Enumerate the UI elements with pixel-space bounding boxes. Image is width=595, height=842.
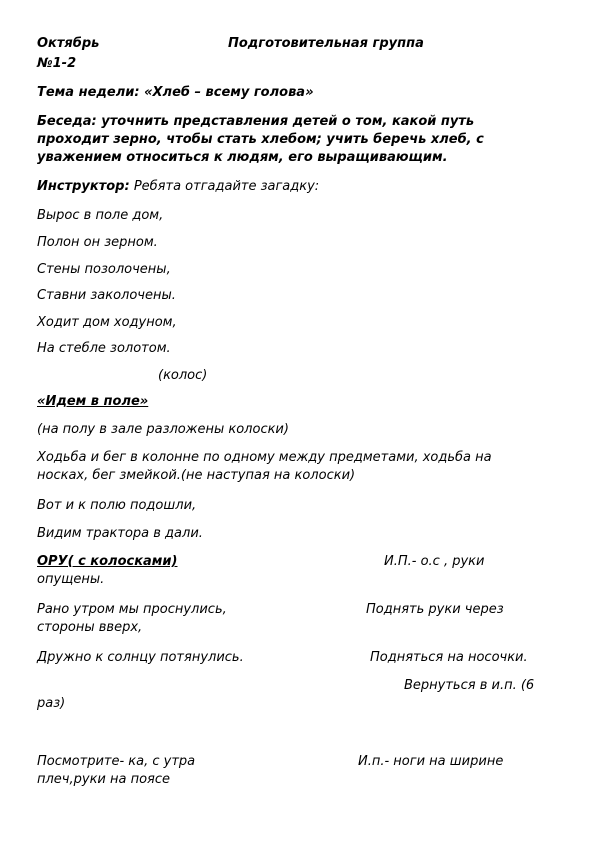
exercise-instruction: Поднять руки через (366, 602, 504, 617)
talk-line-1: Беседа: уточнить представления детей о том, какой путь (37, 114, 475, 129)
exercise-instruction-cont: стороны вверх, (37, 620, 143, 635)
riddle-line: Ходит дом ходуном, (37, 315, 177, 330)
riddle-line: На стебле золотом. (37, 341, 171, 356)
walking-line-2: носках, бег змейкой.(не наступая на колоски) (37, 468, 356, 483)
oru-title: ОРУ( с колосками) (37, 554, 178, 569)
oru-start-position-cont: опущены. (37, 572, 105, 587)
section-title: «Идем в поле» (37, 394, 149, 409)
setup-note: (на полу в зале разложены колоски) (37, 422, 289, 437)
riddle-line: Стены позолочены, (37, 262, 171, 277)
exercise-instruction-cont: раз) (37, 696, 66, 711)
exercise-instruction: Вернуться в и.п. (6 (404, 678, 535, 693)
exercise-instruction: Подняться на носочки. (370, 650, 528, 665)
instructor-label: Инструктор: (37, 179, 130, 194)
week-theme: Тема недели: «Хлеб – всему голова» (37, 85, 314, 100)
instructor-text: Ребята отгадайте загадку: (129, 179, 320, 194)
verse-line: Вот и к полю подошли, (37, 498, 197, 513)
walking-line-1: Ходьба и бег в колонне по одному между предметами, ходьба на (37, 450, 492, 465)
header-group: Подготовительная группа (228, 36, 424, 51)
riddle-line: Вырос в поле дом, (37, 208, 164, 223)
talk-line-3: уважением относиться к людям, его выращивающим. (37, 150, 448, 165)
exercise-verse: Рано утром мы проснулись, (37, 602, 227, 617)
oru-start-position: И.П.- о.с , руки (384, 554, 485, 569)
talk-line-2: проходит зерно, чтобы стать хлебом; учить беречь хлеб, с (37, 132, 484, 147)
exercise-verse: Дружно к солнцу потянулись. (37, 650, 244, 665)
riddle-line: Ставни заколочены. (37, 288, 176, 303)
header-number: №1-2 (37, 56, 77, 71)
exercise-verse: Посмотрите- ка, с утра (37, 754, 196, 769)
instructor-line (37, 179, 319, 195)
exercise-instruction-cont: плеч,руки на поясе (37, 772, 171, 787)
exercise-instruction: И.п.- ноги на ширине (358, 754, 504, 769)
riddle-answer: (колос) (158, 368, 208, 383)
verse-line: Видим трактора в дали. (37, 526, 203, 541)
header-month: Октябрь (37, 36, 100, 51)
riddle-line: Полон он зерном. (37, 235, 158, 250)
